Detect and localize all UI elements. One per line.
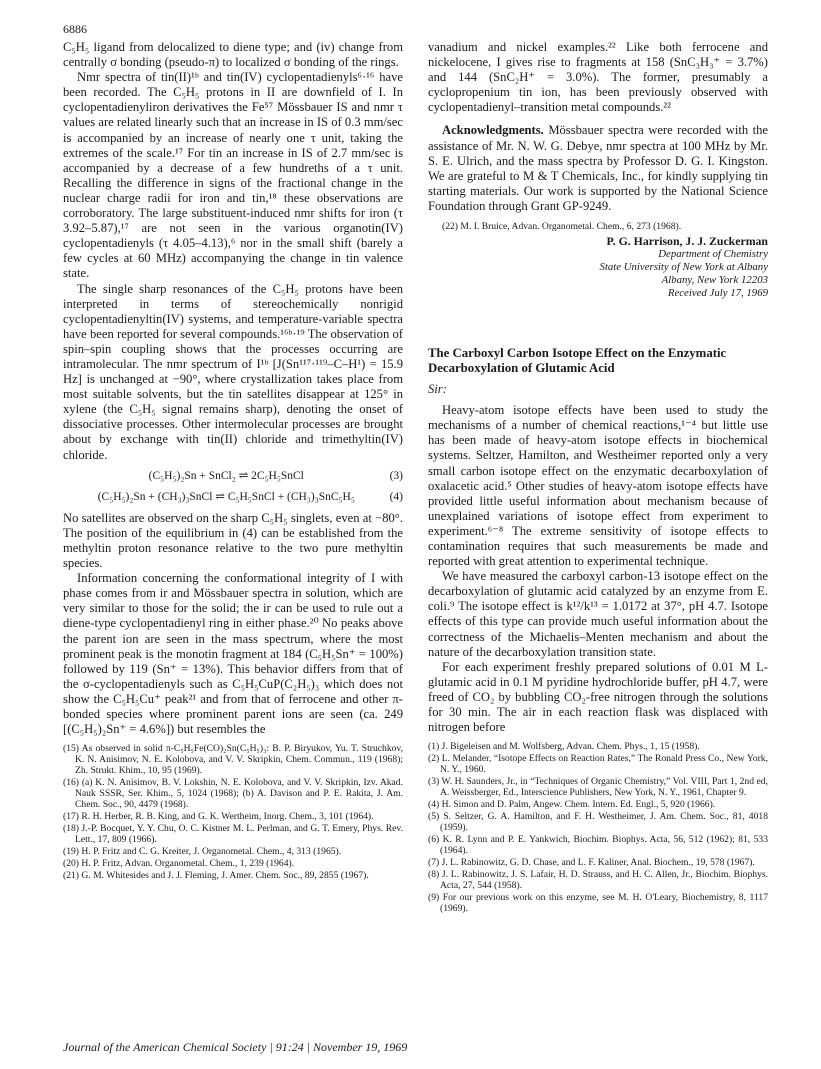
paragraph: For each experiment freshly prepared solutions of 0.01 M L-glutamic acid in 0.1 M pyridine hydrochloride buffer, pH 4.7, were freed of CO₂ by bubbling CO₂-free nitrogen through the solutions for 30 min. The air in each reaction flask was displaced with nitrogen before <box>428 659 768 735</box>
paragraph: Heavy-atom isotope effects have been used to study the mechanisms of a number of chemical reactions,¹⁻⁴ but little use has been made of heavy-atom isotope effects in biochemical systems. Seltzer, Hamilton, and Westheimer reported only a very small carbon isotope effect on the enzymatic decarboxylation of oxalacetic acid.⁵ Other studies of heavy-atom isotope effects have provided little useful information about mechanism because of unexplained variations of isotope effect from experiment to experiment.⁶⁻⁸ The extreme sensitivity of isotope effects to contamination requires that such measurements be made and reported with great attention to experimental technique. <box>428 403 768 569</box>
paragraph: The single sharp resonances of the C₅H₅ protons have been interpreted in terms of stereochemically nonrigid cyclopentadienyltin(IV) systems, and temperature-variable spectra have been reported for several compounds.¹⁶ᵇ·¹⁹ The observation of spin–spin coupling shows that the processes occurring are intramolecular. The nmr spectrum of I¹ᵇ [J(Sn¹¹⁷·¹¹⁹–C–H¹) = 15.9 Hz] is unchanged at −90°, where crystallization takes place from most suitable solvents, but the tin satellites disappear at 125° in xylene (the C₅H₅ signal remains sharp), denoting the onset of dissociative processes. Other intermolecular processes are brought about by exchange with tin(II) chloride and trimethyltin(IV) chloride. <box>63 281 403 462</box>
equation-body: (C₅H₅)₂Sn + (CH₃)₃SnCl ⇌ C₅H₅SnCl + (CH₃)₃SnC₅H₅ <box>97 490 355 503</box>
acknowledgments-heading: Acknowledgments. <box>442 123 544 138</box>
equation-4 <box>63 490 403 505</box>
journal-footer: Journal of the American Chemical Society | 91:24 | November 19, 1969 <box>63 1040 408 1054</box>
paragraph: Nmr spectra of tin(II)¹ᵇ and tin(IV) cyclopentadienyls⁶·¹⁶ have been recorded. The C₅H₅ protons in II are downfield of I. In cyclopentadienyliron derivatives the Fe⁵⁷ Mössbauer IS and nmr τ values are related linearly such that an increase in IS of 0.3 mm/sec is accompanied by an increase of nearly one τ unit, taking the extremes of the scale.¹⁷ For tin an increase in IS of 2.7 mm/sec is accompanied by a decrease of a few hundreths of a τ unit. Recalling the difference in signs of the fractional change in the nuclear charge radii for iron and tin,¹⁸ these observations are corroboratory. The large substituent-induced nmr shifts for iron (τ 3.92–5.87),¹⁷ are not seen in the various organotin(IV) cyclopentadienyls (τ 4.05–4.13),⁶ nor in the small shift (barely a few cycles at 60 MHz) accompanying the change in tin valence state. <box>63 70 403 281</box>
acknowledgments-body: Mössbauer spectra were recorded with the assistance of Mr. N. W. G. Debye, nmr spectra at 100 MHz by Mr. S. E. Ulrich, and the mass spectra by Professor D. G. I. Kingston. We are grateful to M & T Chemicals, Inc., for kindly supplying tin starting materials. Our work is supported by the National Science Foundation through Grant GP-9249. <box>428 123 768 213</box>
paragraph: Information concerning the conformational integrity of I with phase comes from ir and Mössbauer spectra in solution, which are very similar to those for the solid; the ir can be used to rule out a diene-type cyclopentadienyl ring in either phase.²⁰ No peaks above the parent ion are seen in the mass spectrum, where the most prominent peak is the monotin fragment at 184 (C₅H₅Sn⁺ = 100%) followed by 119 (Sn⁺ = 13%). This behavior differs from that of the σ-cyclopentadienyls such as C₅H₅CuP(C₂H₅)₃ which does not show the C₅H₅Cu⁺ peak²¹ and from that of ferrocene and other π-bonded species where prominent parent ions are seen (ca. 249 [(C₅H₅)₂Sn⁺ = 4.6%]) but resembles the <box>63 571 403 737</box>
footnote: (2) L. Melander, “Isotope Effects on Reaction Rates,” The Ronald Press Co., New York, N. Y., 1960. <box>428 753 768 776</box>
equation-number: (3) <box>389 469 403 482</box>
signoff <box>428 235 768 300</box>
received-date: Received July 17, 1969 <box>667 287 768 300</box>
footnote: (19) H. P. Fritz and C. G. Kreiter, J. Organometal. Chem., 4, 313 (1965). <box>63 846 342 858</box>
article-title: The Carboxyl Carbon Isotope Effect on the Enzymatic Decarboxylation of Glutamic Acid <box>428 346 727 376</box>
footnote: (3) W. H. Saunders, Jr., in “Techniques of Organic Chemistry,” Vol. VIII, Part 1, 2nd ed, A. Weissberger, Ed., Interscience Publishers, New York, N. Y., 1961, Chapter 9. <box>428 776 768 799</box>
department: Department of Chemistry <box>658 248 768 261</box>
paragraph: vanadium and nickel examples.²² Like both ferrocene and nickelocene, I gives rise to fragments at 158 (SnC₃H₃⁺ = 3.7%) and 144 (SnC₂H⁺ = 3.0%). The former, presumably a cyclopropenium tin ion, has been previously observed with cyclopentadienyl–transition metal compounds.²² <box>428 40 768 115</box>
footnote: (15) As observed in solid π-C₅H₅Fe(CO)₂Sn(C₅H₅)₃: B. P. Biryukov, Yu. T. Struchkov, K. N. Anisimov, N. E. Kolobova, and V. V. Skripkin, Chem. Commun., 119 (1968); Zh. Strukt. Khim., 10, 95 (1969). <box>63 743 403 777</box>
footnote: (17) R. H. Herber, R. B. King, and G. K. Wertheim, Inorg. Chem., 3, 101 (1964). <box>63 811 374 823</box>
page-number: 6886 <box>63 22 87 36</box>
right-column <box>428 40 768 918</box>
footnotes <box>63 743 403 881</box>
acknowledgments <box>428 123 768 214</box>
paragraph: C₅H₅ ligand from delocalized to diene type; and (iv) change from centrally σ bonding (pseudo-π) to localized σ bonding of the rings. <box>63 40 403 70</box>
equation-3 <box>63 469 403 484</box>
equation-body: (C₅H₅)₂Sn + SnCl₂ ⇌ 2C₅H₅SnCl <box>148 469 304 482</box>
university: State University of New York at Albany <box>599 261 768 274</box>
equation-number: (4) <box>389 490 403 503</box>
footnote: (18) J.-P. Bocquet, Y. Y. Chu, O. C. Kistner M. L. Perlman, and G. T. Emery, Phys. Rev. Lett., 17, 809 (1966). <box>63 823 403 846</box>
footnotes <box>428 741 768 914</box>
city: Albany, New York 12203 <box>661 274 768 287</box>
salutation: Sir: <box>428 382 447 397</box>
footnote: (1) J. Bigeleisen and M. Wolfsberg, Advan. Chem. Phys., 1, 15 (1958). <box>428 741 700 753</box>
footnote: (22) M. I. Bruice, Advan. Organometal. Chem., 6, 273 (1968). <box>442 221 682 233</box>
footnote: (6) K. R. Lynn and P. E. Yankwich, Biochim. Biophys. Acta, 56, 512 (1962); 81, 533 (1964). <box>428 834 768 857</box>
footnote: (5) S. Seltzer, G. A. Hamilton, and F. H. Westheimer, J. Am. Chem. Soc., 81, 4018 (1959). <box>428 811 768 834</box>
footnote: (9) For our previous work on this enzyme, see M. H. O'Leary, Biochemistry, 8, 1117 (1969). <box>428 892 768 915</box>
paragraph: We have measured the carboxyl carbon-13 isotope effect on the decarboxylation of glutamic acid catalyzed by an enzyme from E. coli.⁹ The isotope effect is k¹²/k¹³ = 1.0172 at 37°, pH 4.7. Isotope effects of this type can provide much useful information about the correctness of the Michaelis–Menten mechanism and about the nature of the decarboxylation transition state. <box>428 569 768 659</box>
footnote: (20) H. P. Fritz, Advan. Organometal. Chem., 1, 239 (1964). <box>63 858 295 870</box>
footnote: (16) (a) K. N. Anisimov, B. V. Lokshin, N. E. Kolobova, and V. V. Skripkin, Izv. Akad. Nauk SSSR, Ser. Khim., 5, 1024 (1968); (b) A. Davison and P. E. Rakita, J. Am. Chem. Soc., 90, 4479 (1968). <box>63 777 403 811</box>
footnote: (4) H. Simon and D. Palm, Angew. Chem. Intern. Ed. Engl., 5, 920 (1966). <box>428 799 716 811</box>
footnote: (21) G. M. Whitesides and J. J. Fleming, J. Amer. Chem. Soc., 89, 2855 (1967). <box>63 870 369 882</box>
footnote: (7) J. L. Rabinowitz, G. D. Chase, and L. F. Kaliner, Anal. Biochem., 19, 578 (1967). <box>428 857 755 869</box>
authors: P. G. Harrison, J. J. Zuckerman <box>606 234 768 249</box>
paragraph: No satellites are observed on the sharp C₅H₅ singlets, even at −80°. The position of the equilibrium in (4) can be established from the methyltin proton resonance relative to the two pure methyltin species. <box>63 510 403 571</box>
footnote: (8) J. L. Rabinowitz, J. S. Lafair, H. D. Strauss, and H. C. Allen, Jr., Biochim. Biophys. Acta, 27, 544 (1958). <box>428 869 768 892</box>
left-column <box>63 40 403 885</box>
